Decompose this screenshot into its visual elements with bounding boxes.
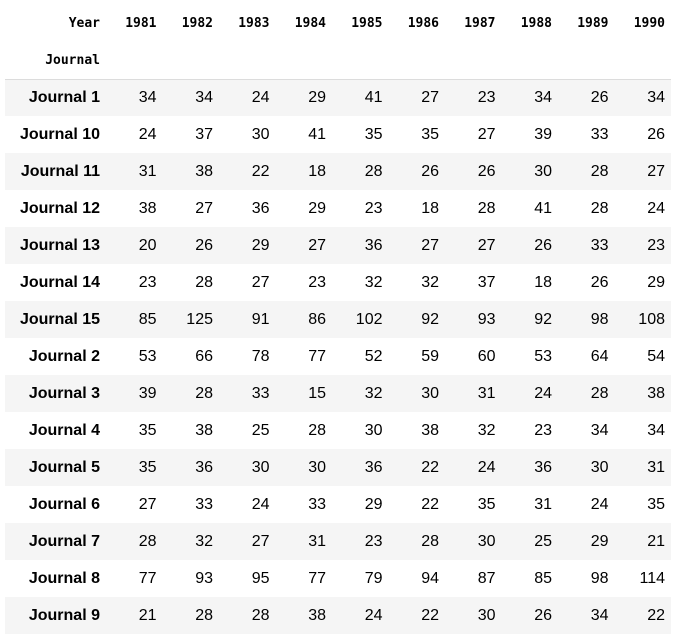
table-cell: 30 — [251, 125, 270, 143]
table-cell: 27 — [477, 236, 496, 254]
table-cell: 92 — [421, 310, 439, 328]
table-cell: 26 — [477, 162, 496, 180]
table-cell: 15 — [308, 384, 326, 402]
table-cell: 64 — [590, 347, 609, 365]
dataframe-table — [5, 4, 671, 634]
column-header: 1990 — [633, 15, 665, 31]
empty-header-cell — [276, 42, 333, 79]
table-cell: 77 — [308, 569, 326, 587]
table-cell: 28 — [421, 532, 439, 550]
table-cell: 32 — [364, 273, 383, 291]
table-cell: 28 — [195, 606, 213, 624]
table-cell: 108 — [638, 310, 665, 328]
table-cell: 35 — [477, 495, 496, 513]
table-cell: 95 — [251, 569, 270, 587]
table-cell: 27 — [251, 532, 270, 550]
table-cell: 28 — [477, 199, 496, 217]
empty-header-cell — [389, 42, 446, 79]
row-label: Journal 6 — [28, 495, 100, 513]
column-header: 1982 — [181, 15, 213, 31]
column-header: 1984 — [294, 15, 326, 31]
table-cell: 98 — [590, 569, 609, 587]
table-cell: 26 — [590, 88, 609, 106]
column-header: 1989 — [577, 15, 609, 31]
table-cell: 22 — [421, 606, 439, 624]
table-cell: 34 — [534, 88, 552, 106]
table-cell: 102 — [355, 310, 383, 328]
table-cell: 37 — [477, 273, 496, 291]
table-cell: 21 — [138, 606, 157, 624]
table-cell: 23 — [138, 273, 157, 291]
table-cell: 31 — [138, 162, 157, 180]
table-cell: 24 — [534, 384, 552, 402]
table-cell: 34 — [647, 421, 665, 439]
column-header: 1985 — [351, 15, 383, 31]
table-cell: 31 — [477, 384, 496, 402]
table-cell: 33 — [590, 125, 609, 143]
table-cell: 26 — [647, 125, 665, 143]
table-cell: 33 — [590, 236, 609, 254]
table-cell: 23 — [364, 532, 383, 550]
table-cell: 41 — [308, 125, 326, 143]
empty-header-cell — [615, 42, 672, 79]
empty-header-cell — [163, 42, 220, 79]
table-cell: 79 — [364, 569, 383, 587]
row-label: Journal 3 — [28, 384, 100, 402]
row-label: Journal 10 — [19, 125, 100, 143]
table-cell: 24 — [647, 199, 665, 217]
table-cell: 54 — [647, 347, 665, 365]
table-cell: 60 — [477, 347, 496, 365]
table-cell: 32 — [195, 532, 213, 550]
table-cell: 28 — [364, 162, 383, 180]
table-cell: 28 — [590, 162, 609, 180]
table-cell: 94 — [421, 569, 439, 587]
table-cell: 36 — [364, 458, 383, 476]
table-cell: 38 — [195, 162, 213, 180]
table-cell: 27 — [308, 236, 326, 254]
table-cell: 52 — [364, 347, 383, 365]
table-cell: 26 — [534, 236, 552, 254]
table-row — [5, 523, 671, 560]
table-cell: 22 — [647, 606, 665, 624]
table-cell: 29 — [647, 273, 665, 291]
table-cell: 30 — [364, 421, 383, 439]
table-cell: 34 — [647, 88, 665, 106]
table-cell: 35 — [647, 495, 665, 513]
table-cell: 24 — [477, 458, 496, 476]
table-cell: 86 — [308, 310, 326, 328]
table-row — [5, 338, 671, 375]
table-row — [5, 412, 671, 449]
table-cell: 23 — [364, 199, 383, 217]
index-name-label: Journal — [5, 42, 106, 79]
table-cell: 41 — [364, 88, 383, 106]
table-cell: 31 — [534, 495, 552, 513]
row-label: Journal 14 — [19, 273, 100, 291]
table-cell: 21 — [647, 532, 665, 550]
table-cell: 26 — [421, 162, 439, 180]
row-label: Journal 4 — [28, 421, 100, 439]
table-cell: 77 — [308, 347, 326, 365]
column-header: 1986 — [407, 15, 439, 31]
row-label: Journal 2 — [28, 347, 100, 365]
table-cell: 39 — [534, 125, 552, 143]
table-cell: 30 — [534, 162, 552, 180]
table-row — [5, 190, 671, 227]
table-row — [5, 153, 671, 190]
table-cell: 28 — [590, 199, 609, 217]
table-cell: 38 — [138, 199, 157, 217]
table-cell: 85 — [138, 310, 157, 328]
table-cell: 23 — [477, 88, 496, 106]
table-cell: 78 — [251, 347, 270, 365]
table-cell: 28 — [195, 273, 213, 291]
table-cell: 28 — [195, 384, 213, 402]
column-header: 1983 — [238, 15, 270, 31]
table-cell: 26 — [534, 606, 552, 624]
table-row — [5, 449, 671, 486]
table-cell: 98 — [590, 310, 609, 328]
table-cell: 34 — [590, 421, 609, 439]
table-cell: 27 — [477, 125, 496, 143]
empty-header-cell — [558, 42, 615, 79]
table-cell: 35 — [138, 421, 157, 439]
table-cell: 30 — [421, 384, 439, 402]
table-header — [5, 4, 671, 79]
column-header: 1981 — [125, 15, 157, 31]
table-cell: 27 — [195, 199, 213, 217]
table-cell: 22 — [421, 458, 439, 476]
table-row — [5, 227, 671, 264]
table-cell: 35 — [364, 125, 383, 143]
row-label: Journal 1 — [28, 88, 100, 106]
column-header: 1988 — [520, 15, 552, 31]
table-cell: 24 — [251, 495, 270, 513]
index-name-row — [5, 42, 671, 79]
table-cell: 66 — [195, 347, 213, 365]
table-cell: 29 — [308, 88, 326, 106]
table-body — [5, 79, 671, 634]
table-cell: 22 — [421, 495, 439, 513]
table-cell: 27 — [421, 236, 439, 254]
table-cell: 30 — [477, 532, 496, 550]
table-row — [5, 560, 671, 597]
table-cell: 87 — [477, 569, 496, 587]
table-cell: 38 — [195, 421, 213, 439]
table-cell: 30 — [590, 458, 609, 476]
table-cell: 28 — [251, 606, 270, 624]
column-header: 1987 — [464, 15, 496, 31]
table-cell: 32 — [421, 273, 439, 291]
table-cell: 93 — [477, 310, 496, 328]
table-row — [5, 486, 671, 523]
table-cell: 41 — [534, 199, 552, 217]
table-cell: 28 — [590, 384, 609, 402]
table-cell: 91 — [251, 310, 270, 328]
table-cell: 32 — [364, 384, 383, 402]
table-cell: 35 — [138, 458, 157, 476]
table-cell: 24 — [364, 606, 383, 624]
table-cell: 77 — [138, 569, 157, 587]
table-cell: 24 — [251, 88, 270, 106]
column-header-row — [5, 4, 671, 42]
table-row — [5, 597, 671, 634]
table-cell: 18 — [421, 199, 439, 217]
table-cell: 31 — [308, 532, 326, 550]
table-cell: 34 — [590, 606, 609, 624]
dataframe-container — [5, 4, 671, 634]
row-label: Journal 11 — [20, 162, 100, 180]
table-cell: 27 — [421, 88, 439, 106]
table-cell: 34 — [138, 88, 157, 106]
table-cell: 92 — [534, 310, 552, 328]
row-label: Journal 8 — [28, 569, 100, 587]
empty-header-cell — [445, 42, 502, 79]
table-cell: 27 — [251, 273, 270, 291]
table-cell: 25 — [534, 532, 552, 550]
table-cell: 33 — [251, 384, 270, 402]
table-cell: 59 — [421, 347, 439, 365]
table-cell: 29 — [251, 236, 270, 254]
row-label: Journal 13 — [19, 236, 100, 254]
table-cell: 29 — [308, 199, 326, 217]
table-cell: 53 — [534, 347, 552, 365]
table-cell: 35 — [421, 125, 439, 143]
empty-header-cell — [106, 42, 163, 79]
table-cell: 36 — [251, 199, 270, 217]
table-cell: 28 — [308, 421, 326, 439]
table-cell: 23 — [647, 236, 665, 254]
table-row — [5, 375, 671, 412]
table-cell: 30 — [477, 606, 496, 624]
row-label: Journal 5 — [28, 458, 100, 476]
table-cell: 27 — [647, 162, 665, 180]
table-cell: 33 — [308, 495, 326, 513]
table-cell: 23 — [534, 421, 552, 439]
table-cell: 93 — [195, 569, 213, 587]
table-row — [5, 116, 671, 153]
table-cell: 23 — [308, 273, 326, 291]
table-cell: 85 — [534, 569, 552, 587]
table-row — [5, 79, 671, 116]
table-cell: 25 — [251, 421, 270, 439]
table-cell: 18 — [534, 273, 552, 291]
table-cell: 37 — [195, 125, 213, 143]
table-cell: 39 — [138, 384, 157, 402]
table-cell: 29 — [364, 495, 383, 513]
table-cell: 27 — [138, 495, 157, 513]
table-cell: 30 — [251, 458, 270, 476]
table-cell: 30 — [308, 458, 326, 476]
table-cell: 34 — [195, 88, 213, 106]
row-label: Journal 15 — [19, 310, 100, 328]
table-cell: 24 — [138, 125, 157, 143]
table-cell: 36 — [364, 236, 383, 254]
row-label: Journal 12 — [19, 199, 100, 217]
table-cell: 28 — [138, 532, 157, 550]
table-cell: 26 — [195, 236, 213, 254]
table-cell: 20 — [138, 236, 157, 254]
table-cell: 24 — [590, 495, 609, 513]
columns-name-label: Year — [68, 15, 100, 31]
table-cell: 22 — [251, 162, 270, 180]
table-cell: 33 — [195, 495, 213, 513]
table-cell: 38 — [308, 606, 326, 624]
row-label: Journal 7 — [28, 532, 100, 550]
table-cell: 29 — [590, 532, 609, 550]
table-cell: 38 — [647, 384, 665, 402]
empty-header-cell — [332, 42, 389, 79]
table-cell: 38 — [421, 421, 439, 439]
table-cell: 125 — [186, 310, 213, 328]
empty-header-cell — [219, 42, 276, 79]
row-label: Journal 9 — [28, 606, 100, 624]
empty-header-cell — [502, 42, 559, 79]
table-cell: 32 — [477, 421, 496, 439]
table-cell: 36 — [534, 458, 552, 476]
table-cell: 18 — [308, 162, 326, 180]
table-cell: 53 — [138, 347, 157, 365]
table-cell: 36 — [195, 458, 213, 476]
table-row — [5, 301, 671, 338]
table-cell: 31 — [647, 458, 665, 476]
table-row — [5, 264, 671, 301]
table-cell: 26 — [590, 273, 609, 291]
table-cell: 114 — [639, 569, 665, 587]
